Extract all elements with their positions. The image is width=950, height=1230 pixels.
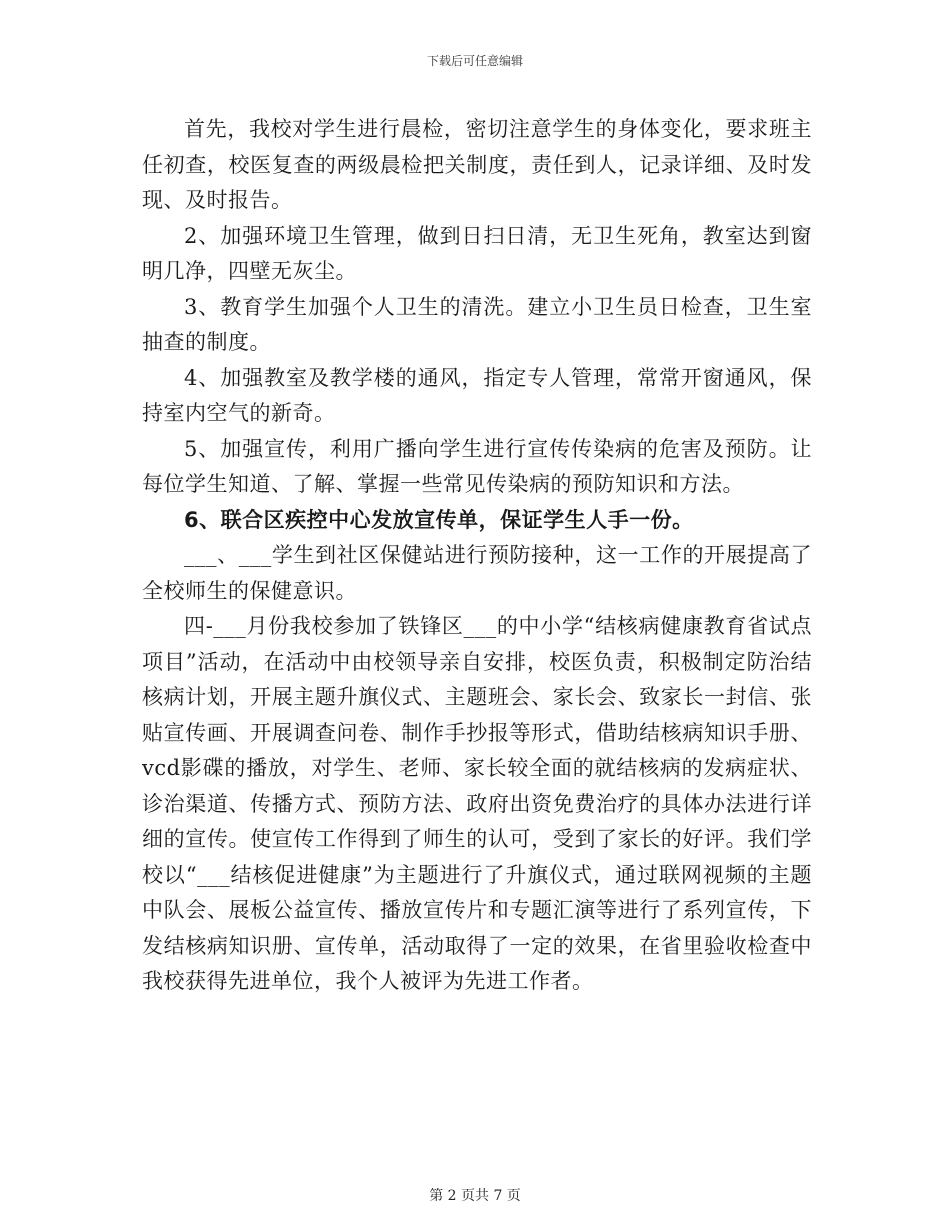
paragraph-environment-hygiene: 2、加强环境卫生管理，做到日扫日清，无卫生死角，教室达到窗明几净，四壁无灰尘。 bbox=[142, 223, 812, 283]
paragraph-morning-check: 首先，我校对学生进行晨检，密切注意学生的身体变化，要求班主任初查，校医复查的两级晨检把关制度，责任到人，记录详细、及时发现、及时报告。 bbox=[142, 117, 812, 212]
paragraph-vaccination: ___、___学生到社区保健站进行预防接种，这一工作的开展提高了全校师生的保健意识。 bbox=[142, 543, 812, 603]
paragraph-tuberculosis-project: 四-___月份我校参加了铁锋区___的中小学“结核病健康教育省试点项目”活动，在活动中由校领导亲自安排，校医负责，积极制定防治结核病计划，开展主题升旗仪式、主题班会、家长会、致家长一封信、张贴宣传画、开展调查问卷、制作手抄报等形式，借助结核病知识手册、vcd影碟的播放，对学生、老师、家长较全面的就结核病的发病症状、诊治渠道、传播方式、预防方法、政府出资免费治疗的具体办法进行详细的宣传。使宣传工作得到了师生的认可，受到了家长的好评。我们学校以“___结核促进健康”为主题进行了升旗仪式，通过联网视频的主题中队会、展板公益宣传、播放宣传片和专题汇演等进行了系列宣传，下发结核病知识册、宣传单，活动取得了一定的效果，在省里验收检查中我校获得先进单位，我个人被评为先进工作者。 bbox=[142, 614, 812, 993]
paragraph-personal-hygiene: 3、教育学生加强个人卫生的清洗。建立小卫生员日检查，卫生室抽查的制度。 bbox=[142, 294, 812, 354]
document-body bbox=[142, 112, 812, 1000]
page-footer: 第 2 页共 7 页 bbox=[429, 1188, 521, 1204]
paragraph-publicity: 5、加强宣传，利用广播向学生进行宣传传染病的危害及预防。让每位学生知道、了解、掌握一些常见传染病的预防知识和方法。 bbox=[142, 436, 812, 496]
paragraph-leaflets: 6、联合区疾控中心发放宣传单，保证学生人手一份。 bbox=[184, 507, 694, 532]
page-header: 下载后可任意编辑 bbox=[426, 54, 523, 68]
paragraph-ventilation: 4、加强教室及教学楼的通风，指定专人管理，常常开窗通风，保持室内空气的新奇。 bbox=[142, 365, 812, 425]
